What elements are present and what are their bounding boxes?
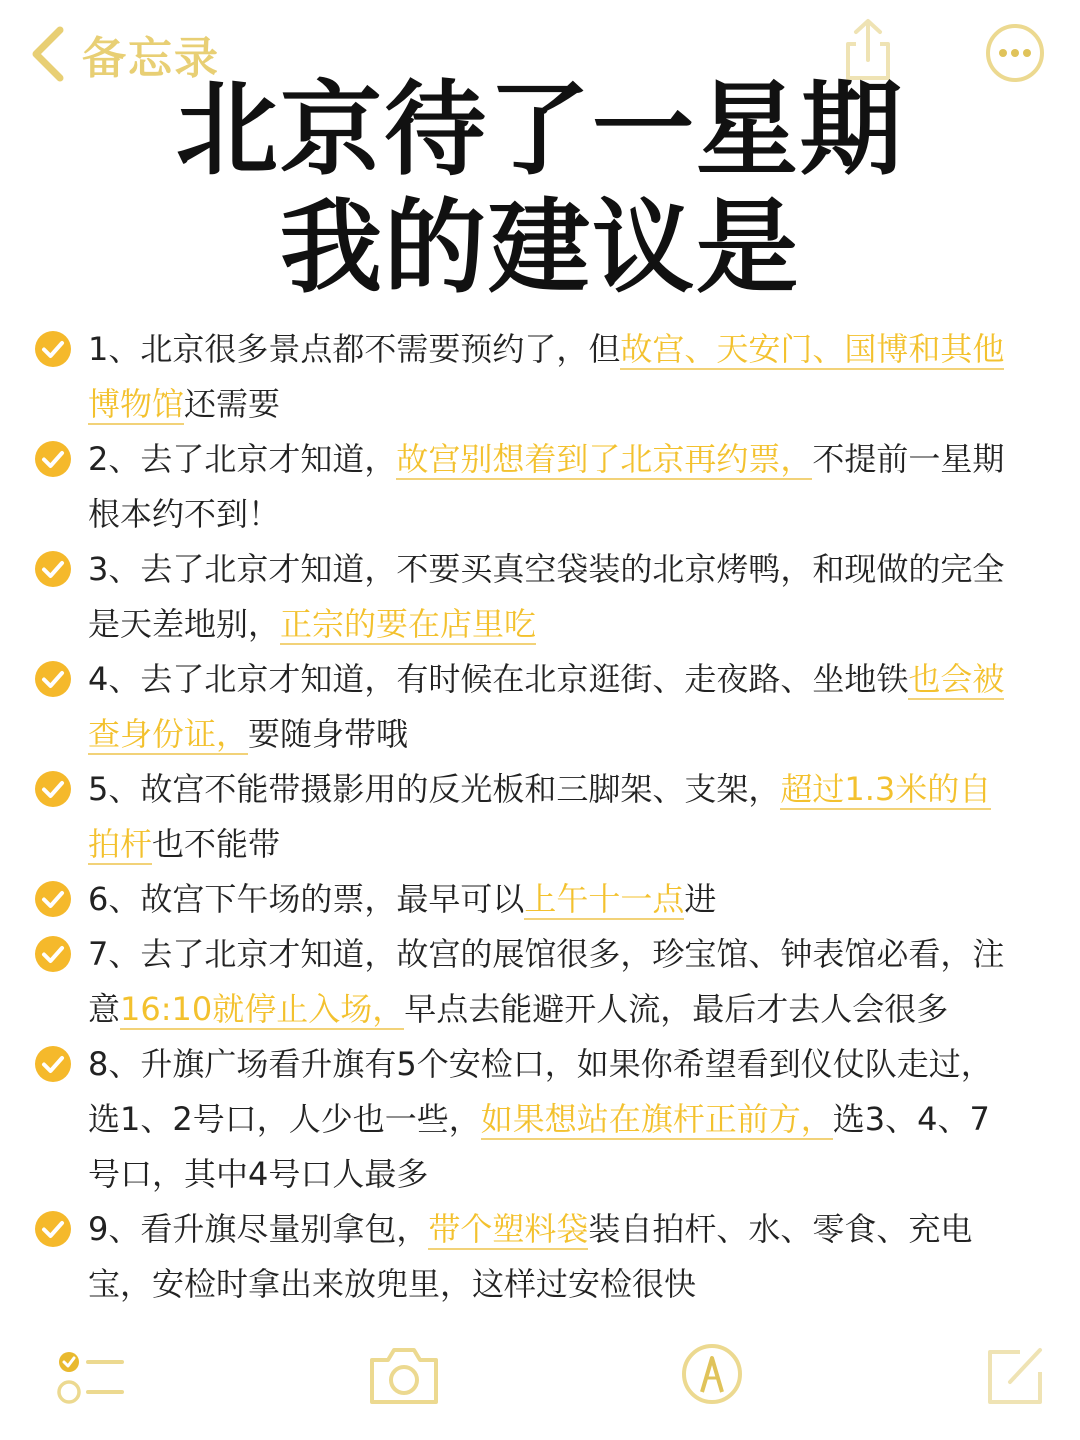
check-circle-icon[interactable]	[34, 770, 72, 808]
title-line-2: 我的建议是	[280, 189, 800, 308]
compose-icon	[984, 1344, 1048, 1408]
item-highlight: 故宫、天安门、国博和其他博物馆	[88, 330, 1005, 423]
item-highlight: 故宫别想着到了北京再约票，	[396, 440, 813, 478]
list-item	[30, 322, 1040, 432]
check-circle-icon[interactable]	[34, 1045, 72, 1083]
checklist-button[interactable]	[56, 1346, 126, 1406]
check-circle-icon[interactable]	[34, 330, 72, 368]
list-item-text[interactable]	[88, 432, 1018, 542]
check-circle-icon[interactable]	[34, 660, 72, 698]
item-text: 也不能带	[152, 825, 281, 863]
back-label: 备忘录	[82, 33, 220, 84]
check-circle-icon[interactable]	[34, 1210, 72, 1248]
list-item	[30, 872, 1040, 927]
check-circle-icon[interactable]	[34, 880, 72, 918]
bottom-toolbar	[0, 1330, 1080, 1440]
item-text: 4、去了北京才知道，有时候在北京逛街、走夜路、坐地铁	[88, 660, 909, 698]
checklist	[30, 322, 1040, 1312]
list-item-text[interactable]	[88, 322, 1018, 432]
compose-button[interactable]	[984, 1344, 1048, 1408]
title-line-1: 北京待了一星期	[176, 71, 904, 190]
item-text: 不提前一星期根本约不到！	[88, 440, 1005, 533]
list-item-text[interactable]	[88, 1037, 1018, 1202]
item-text: 1、北京很多景点都不需要预约了，但	[88, 330, 621, 368]
list-item-text[interactable]	[88, 762, 1018, 872]
markup-button[interactable]	[680, 1342, 744, 1406]
camera-button[interactable]	[366, 1344, 442, 1408]
item-text: 6、故宫下午场的票，最早可以	[88, 880, 525, 918]
note-title	[0, 72, 1080, 308]
item-text: 要随身带哦	[248, 715, 409, 753]
item-text: 5、故宫不能带摄影用的反光板和三脚架、支架，	[88, 770, 781, 808]
list-item-text[interactable]	[88, 652, 1018, 762]
item-text: 选3、4、7号口，其中4号口人最多	[88, 1100, 990, 1193]
item-text: 装自拍杆、水、零食、充电宝，安检时拿出来放兜里，这样过安检很快	[88, 1210, 973, 1303]
markup-pen-icon	[680, 1342, 744, 1406]
item-text: 7、去了北京才知道，故宫的展馆很多，珍宝馆、钟表馆必看，注意	[88, 935, 1005, 1028]
item-text: 进	[684, 880, 717, 918]
list-item-text[interactable]	[88, 1202, 1018, 1312]
check-circle-icon[interactable]	[34, 935, 72, 973]
item-highlight: 正宗的要在店里吃	[280, 605, 537, 643]
list-item	[30, 432, 1040, 542]
item-highlight: 超过1.3米的自拍杆	[88, 770, 992, 863]
list-item-text[interactable]	[88, 872, 1018, 927]
list-item	[30, 652, 1040, 762]
item-highlight: 也会被查身份证，	[88, 660, 1005, 753]
item-text: 早点去能避开人流，最后才去人会很多	[404, 990, 949, 1028]
list-item-text[interactable]	[88, 542, 1018, 652]
item-text: 还需要	[184, 385, 281, 423]
list-item	[30, 762, 1040, 872]
item-text: 2、去了北京才知道，	[88, 440, 397, 478]
list-item	[30, 1037, 1040, 1202]
list-item	[30, 1202, 1040, 1312]
camera-icon	[366, 1344, 442, 1408]
item-text: 9、看升旗尽量别拿包，	[88, 1210, 429, 1248]
check-circle-icon[interactable]	[34, 440, 72, 478]
list-item	[30, 927, 1040, 1037]
item-highlight: 如果想站在旗杆正前方，	[480, 1100, 833, 1138]
item-highlight: 16:10就停止入场，	[120, 990, 405, 1028]
item-highlight: 上午十一点	[524, 880, 685, 918]
item-text: 3、去了北京才知道，不要买真空袋装的北京烤鸭，和现做的完全是天差地别，	[88, 550, 1005, 643]
list-item	[30, 542, 1040, 652]
item-text: 8、升旗广场看升旗有5个安检口，如果你希望看到仪仗队走过，选1、2号口，人少也一些，	[88, 1045, 993, 1138]
list-item-text[interactable]	[88, 927, 1018, 1037]
check-circle-icon[interactable]	[34, 550, 72, 588]
item-highlight: 带个塑料袋	[428, 1210, 589, 1248]
checklist-icon	[56, 1346, 126, 1406]
